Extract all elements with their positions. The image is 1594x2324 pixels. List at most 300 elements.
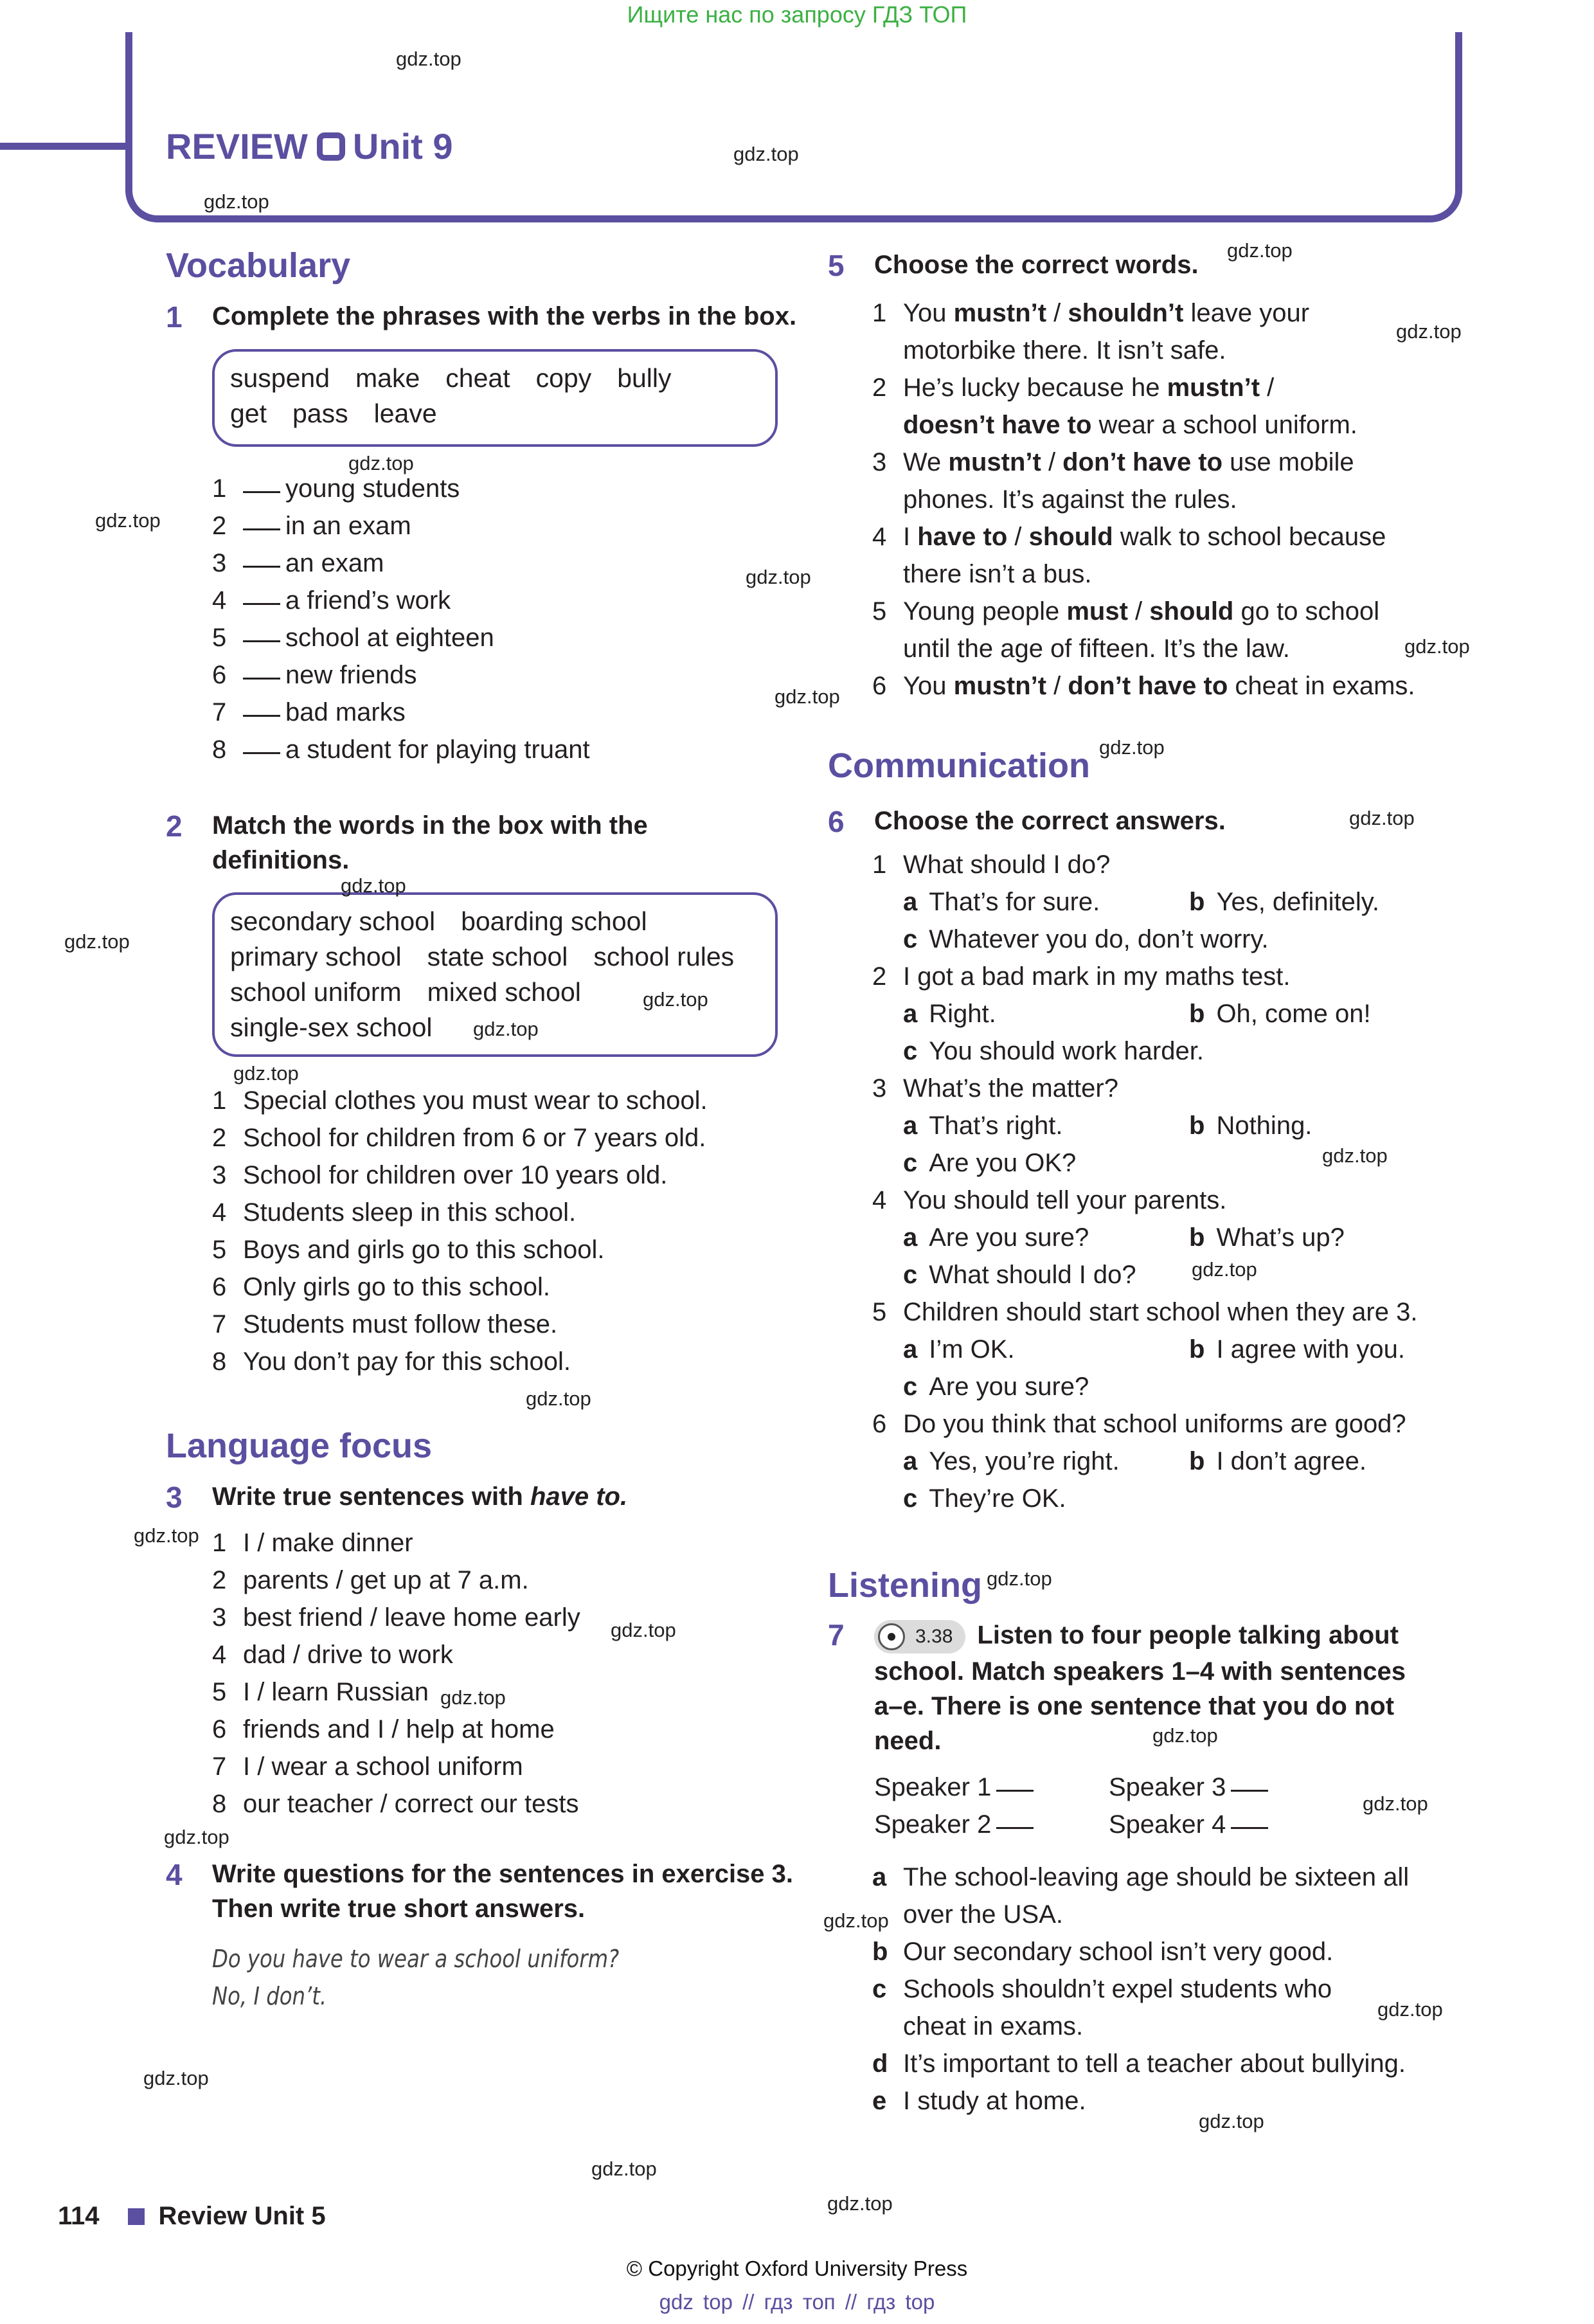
question (872, 1186, 1227, 1215)
item-number: 3 (872, 1074, 887, 1103)
answer-option-c[interactable] (903, 1373, 1089, 1401)
answer-option-b[interactable] (1189, 1335, 1405, 1364)
item-text: bad marks (285, 698, 406, 726)
ex7-instruction-line4: need. (874, 1727, 942, 1755)
watermark-text: gdz.top (1363, 1792, 1428, 1815)
item-text: You don’t pay for this school. (243, 1347, 571, 1376)
box-word: suspend (230, 363, 330, 393)
box-word: pass (292, 399, 348, 428)
item-text: motorbike there. It isn’t safe. (903, 336, 1226, 365)
answer-option-a[interactable] (903, 1223, 1089, 1252)
answer-blank[interactable] (243, 528, 280, 530)
sentence (903, 2012, 1083, 2041)
ex5-line[interactable] (872, 299, 1310, 328)
ex5-line[interactable] (903, 336, 1226, 365)
option-text: Are you OK? (929, 1149, 1077, 1177)
watermark-text: gdz.top (775, 685, 840, 708)
watermark-text: gdz.top (611, 1619, 676, 1641)
question (872, 1074, 1118, 1103)
item-number: 4 (212, 1198, 227, 1227)
item-number: 6 (212, 661, 227, 689)
item-text: phones. It’s against the rules. (903, 485, 1237, 514)
option-letter: c (903, 1261, 918, 1289)
box-word: make (355, 363, 420, 393)
watermark-text: gdz.top (440, 1686, 506, 1709)
option-letter: b (1189, 1447, 1205, 1475)
watermark-text: gdz.top (733, 143, 799, 165)
ex5-line[interactable] (903, 560, 1092, 589)
item-number: 5 (212, 624, 227, 652)
option-text: What should I do? (929, 1261, 1136, 1289)
list-item (212, 1641, 453, 1670)
watermark-text: gdz.top (827, 2192, 893, 2215)
list-item (212, 512, 411, 541)
option-text: Are you sure? (929, 1373, 1089, 1401)
header-rule (0, 143, 129, 150)
answer-blank[interactable] (243, 715, 280, 717)
item-number: 1 (212, 1529, 227, 1557)
option-text: That’s for sure. (929, 888, 1100, 916)
sentence (872, 2087, 1086, 2116)
item-number: 5 (872, 597, 887, 626)
watermark-text: gdz.top (1349, 807, 1415, 829)
square-bullet-icon (128, 2208, 145, 2225)
list-item (212, 1790, 579, 1819)
question (872, 1298, 1418, 1327)
list-item (212, 549, 384, 578)
option-text: Nothing. (1216, 1112, 1312, 1140)
box-word: school uniform (230, 977, 402, 1007)
ex4-example-answer: No, I don’t. (212, 1982, 327, 2010)
answer-option-c[interactable] (903, 1261, 1136, 1290)
verb-box (212, 349, 778, 447)
sentence-letter: b (872, 1938, 888, 1966)
question-text: You should tell your parents. (903, 1186, 1227, 1214)
option-text: Yes, definitely. (1216, 888, 1379, 916)
sentence-text: Schools shouldn’t expel students who (903, 1975, 1332, 2003)
ex2-instruction-cont: definitions. (212, 846, 350, 874)
ex5-line[interactable] (872, 523, 1386, 552)
ex4-instruction-cont: Then write true short answers. (212, 1895, 586, 1923)
box-word: primary school (230, 942, 402, 971)
sentence-letter: d (872, 2049, 888, 2078)
item-text: We mustn’t / don’t have to use mobile (903, 448, 1354, 476)
item-number: 3 (212, 549, 227, 577)
item-number: 8 (212, 1347, 227, 1376)
watermark-text: gdz.top (348, 452, 414, 474)
language-focus-heading: Language focus (166, 1427, 433, 1465)
item-text: school at eighteen (285, 624, 494, 652)
item-number: 4 (872, 523, 887, 551)
watermark-text: gdz.top (526, 1387, 591, 1410)
answer-blank[interactable] (243, 678, 280, 680)
item-number: 2 (212, 1566, 227, 1594)
list-item (212, 661, 417, 690)
option-text: That’s right. (929, 1112, 1063, 1140)
answer-option-a[interactable] (903, 888, 1100, 917)
box-word: school rules (593, 942, 735, 971)
item-number: 5 (212, 1678, 227, 1706)
sentence-text: cheat in exams. (903, 2012, 1084, 2040)
box-word: leave (373, 399, 437, 428)
question (872, 962, 1291, 991)
list-item (212, 1124, 706, 1153)
speaker-blank (1109, 1773, 1273, 1802)
item-number: 2 (872, 374, 887, 402)
ex5-line[interactable] (872, 448, 1354, 477)
list-item (212, 1566, 529, 1595)
sentence-letter: c (872, 1975, 887, 2003)
option-text: You should work harder. (929, 1037, 1204, 1065)
item-number: 5 (872, 1298, 887, 1326)
watermark-text: gdz.top (143, 2067, 209, 2089)
sentence-text: Our secondary school isn’t very good. (903, 1938, 1334, 1966)
option-text: I don’t agree. (1216, 1447, 1366, 1475)
watermark-text: gdz.top (1199, 2110, 1264, 2132)
item-text: Special clothes you must wear to school. (243, 1086, 708, 1115)
list-item (212, 735, 590, 764)
item-number: 2 (212, 1124, 227, 1152)
sentence-text: It’s important to tell a teacher about bullying. (903, 2049, 1406, 2078)
sentence (872, 1975, 1332, 2004)
item-number: 7 (212, 1752, 227, 1781)
sentence-text: The school-leaving age should be sixteen all (903, 1863, 1410, 1891)
ex5-line[interactable] (903, 485, 1237, 514)
page-footer (58, 2202, 326, 2231)
list-item (212, 624, 494, 653)
option-letter: b (1189, 1000, 1205, 1028)
list-item (212, 1529, 413, 1558)
item-text: an exam (285, 549, 384, 577)
item-number: 6 (212, 1715, 227, 1743)
answer-option-c[interactable] (903, 1484, 1066, 1513)
option-text: Are you sure? (929, 1223, 1089, 1252)
item-number: 8 (212, 735, 227, 764)
ex2-instruction: 2 Match the words in the box with the (166, 809, 648, 843)
ex5-number: 5 (828, 249, 845, 282)
item-text: best friend / leave home early (243, 1603, 580, 1632)
ex6-number: 6 (828, 805, 845, 838)
item-text: You mustn’t / don’t have to cheat in exams. (903, 672, 1415, 700)
item-text: our teacher / correct our tests (243, 1790, 579, 1818)
option-text: Whatever you do, don’t worry. (929, 925, 1269, 953)
question (872, 851, 1111, 879)
item-text: in an exam (285, 512, 411, 540)
answer-blank[interactable] (996, 1790, 1034, 1792)
item-number: 2 (872, 962, 887, 991)
ex5-line[interactable] (872, 597, 1380, 626)
item-text: Young people must / should go to school (903, 597, 1380, 626)
list-item (212, 1347, 571, 1376)
answer-blank[interactable] (243, 491, 280, 493)
item-number: 8 (212, 1790, 227, 1818)
speaker-label: Speaker 3 (1109, 1773, 1226, 1801)
box-word: secondary school (230, 906, 436, 936)
box-word: boarding school (461, 906, 647, 936)
item-text: I / learn Russian (243, 1678, 429, 1706)
sentence-text: over the USA. (903, 1900, 1064, 1929)
option-letter: c (903, 1373, 918, 1401)
list-item (212, 474, 460, 503)
option-text: Yes, you’re right. (929, 1447, 1120, 1475)
search-banner[interactable]: Ищите нас по запросу ГДЗ ТОП (627, 1, 967, 28)
list-item (212, 1310, 558, 1339)
answer-blank[interactable] (243, 752, 280, 754)
answer-blank[interactable] (243, 603, 280, 605)
list-item (212, 1715, 555, 1744)
audio-track-button[interactable] (874, 1620, 965, 1653)
sentence-letter: e (872, 2087, 887, 2115)
ex2-number: 2 (166, 809, 183, 843)
option-letter: a (903, 888, 918, 916)
ex3-number: 3 (166, 1481, 183, 1514)
list-item (212, 1086, 708, 1115)
ex7-instruction-line3: a–e. There is one sentence that you do not (874, 1692, 1395, 1720)
answer-option-b[interactable] (1189, 1112, 1312, 1140)
ex3-instruction: 3 Write true sentences with have to. (166, 1481, 628, 1514)
item-text: a friend’s work (285, 586, 451, 615)
item-number: 3 (872, 448, 887, 476)
listening-heading: Listening (828, 1566, 982, 1605)
answer-option-c[interactable] (903, 1037, 1204, 1066)
vocabulary-heading: Vocabulary (166, 246, 351, 285)
item-text: dad / drive to work (243, 1641, 453, 1669)
ex1-instruction: 1 Complete the phrases with the verbs in the box. (166, 300, 797, 334)
communication-heading: Communication (828, 746, 1091, 785)
item-number: 5 (212, 1236, 227, 1264)
option-letter: c (903, 1037, 918, 1065)
question-text: Do you think that school uniforms are good? (903, 1410, 1406, 1438)
page-label: Review Unit 5 (158, 2202, 326, 2230)
watermark-text: gdz.top (341, 874, 406, 897)
option-letter: c (903, 925, 918, 953)
ex5-line[interactable] (903, 635, 1290, 663)
watermark-text: gdz.top (987, 1567, 1052, 1590)
box-word: copy (535, 363, 592, 393)
item-text: School for children over 10 years old. (243, 1161, 668, 1189)
list-item (212, 1603, 580, 1632)
item-number: 4 (212, 1641, 227, 1669)
box-word: get (230, 399, 267, 428)
question-text: What’s the matter? (903, 1074, 1118, 1103)
option-text: They’re OK. (929, 1484, 1066, 1513)
option-letter: c (903, 1484, 918, 1513)
ex6-instruction: 6 Choose the correct answers. (828, 805, 1226, 838)
watermark-text: gdz.top (1377, 1998, 1443, 2021)
list-item (212, 1678, 429, 1707)
box-row (230, 361, 775, 396)
ex5-line[interactable] (872, 374, 1275, 402)
item-number: 4 (872, 1186, 887, 1214)
item-number: 6 (872, 672, 887, 700)
question-text: I got a bad mark in my maths test. (903, 962, 1291, 991)
speaker-blank (874, 1810, 1039, 1839)
item-text: Students must follow these. (243, 1310, 558, 1338)
watermark-text: gdz.top (204, 190, 269, 213)
list-item (212, 1236, 605, 1265)
answer-option-c[interactable] (903, 1149, 1076, 1178)
option-letter: c (903, 1149, 918, 1177)
option-letter: b (1189, 1223, 1205, 1252)
watermark-text: gdz.top (1396, 320, 1462, 343)
item-text: until the age of fifteen. It’s the law. (903, 635, 1290, 663)
speaker-label: Speaker 1 (874, 1773, 992, 1801)
speaker-label: Speaker 4 (1109, 1810, 1226, 1839)
item-text: You mustn’t / shouldn’t leave your (903, 299, 1310, 327)
item-number: 1 (872, 299, 887, 327)
answer-blank[interactable] (243, 640, 280, 642)
option-letter: b (1189, 1335, 1205, 1364)
answer-option-b[interactable] (1189, 1000, 1371, 1029)
sentence (872, 2049, 1406, 2078)
watermark-text: gdz.top (823, 1909, 889, 1932)
item-number: 1 (212, 474, 227, 503)
option-text: Right. (929, 1000, 996, 1028)
item-number: 6 (872, 1410, 887, 1438)
question-text: What should I do? (903, 851, 1111, 879)
list-item (212, 1198, 577, 1227)
answer-option-a[interactable] (903, 1335, 1015, 1364)
sentence (872, 1863, 1410, 1892)
answer-option-a[interactable] (903, 1000, 996, 1029)
watermark-text: gdz.top (1322, 1144, 1388, 1167)
item-text: Boys and girls go to this school. (243, 1236, 605, 1264)
watermark-text: gdz.top (134, 1524, 199, 1547)
answer-option-c[interactable] (903, 925, 1269, 954)
item-text: He’s lucky because he mustn’t / (903, 374, 1275, 402)
option-letter: a (903, 1447, 918, 1475)
box-word: mixed school (427, 977, 581, 1007)
page-title (166, 125, 452, 167)
ex7-instruction-line2: school. Match speakers 1–4 with sentences (874, 1657, 1406, 1686)
answer-blank[interactable] (243, 566, 280, 568)
item-number: 7 (212, 698, 227, 726)
item-number: 6 (212, 1273, 227, 1301)
option-text: Oh, come on! (1216, 1000, 1371, 1028)
watermark-text: gdz.top (396, 48, 461, 70)
watermark-text: gdz.top (643, 988, 708, 1011)
item-text: young students (285, 474, 460, 503)
answer-option-b[interactable] (1189, 888, 1379, 917)
option-letter: a (903, 1112, 918, 1140)
item-number: 7 (212, 1310, 227, 1338)
item-text: parents / get up at 7 a.m. (243, 1566, 529, 1594)
speaker-blank (1109, 1810, 1273, 1839)
option-text: I’m OK. (929, 1335, 1015, 1364)
item-text: I / wear a school uniform (243, 1752, 523, 1781)
answer-blank[interactable] (1231, 1827, 1268, 1829)
watermark-text: gdz.top (1192, 1258, 1257, 1281)
watermark-text: gdz.top (1152, 1724, 1218, 1747)
item-number: 1 (212, 1086, 227, 1115)
item-number: 4 (212, 586, 227, 615)
copyright: © Copyright Oxford University Press (626, 2256, 968, 2280)
item-number: 3 (212, 1603, 227, 1632)
list-item (212, 1273, 550, 1302)
question (872, 1410, 1406, 1439)
review-label: REVIEW (166, 126, 308, 167)
watermark-text: gdz.top (473, 1018, 539, 1040)
sentence-text: I study at home. (903, 2087, 1086, 2115)
speaker-label: Speaker 2 (874, 1810, 992, 1839)
ex7-instruction: 7 3.38 Listen to four people talking about (874, 1620, 1399, 1653)
ex4-instruction: 4 Write questions for the sentences in exercise 3. (166, 1858, 794, 1891)
item-text: I have to / should walk to school because (903, 523, 1386, 551)
watermark-text: gdz.top (1227, 239, 1293, 262)
box-word: single-sex school (230, 1013, 433, 1042)
watermark-text: gdz.top (746, 566, 811, 588)
option-letter: a (903, 1223, 918, 1252)
item-number: 3 (212, 1161, 227, 1189)
watermark-text: gdz.top (1404, 635, 1470, 658)
item-text: I / make dinner (243, 1529, 413, 1557)
ex5-line[interactable] (872, 672, 1415, 701)
sentence (872, 1938, 1334, 1967)
audio-cd-icon (878, 1623, 905, 1650)
item-text: friends and I / help at home (243, 1715, 555, 1743)
option-text: I agree with you. (1216, 1335, 1405, 1364)
item-text: there isn’t a bus. (903, 560, 1092, 588)
ex4-number: 4 (166, 1858, 183, 1891)
item-text: School for children from 6 or 7 years old. (243, 1124, 706, 1152)
ex4-example-question: Do you have to wear a school uniform? (212, 1945, 620, 1973)
list-item (212, 1752, 523, 1781)
answer-option-b[interactable] (1189, 1447, 1366, 1476)
option-letter: b (1189, 888, 1205, 916)
answer-blank[interactable] (1231, 1790, 1268, 1792)
sentence-letter: a (872, 1863, 887, 1891)
ex1-number: 1 (166, 300, 183, 334)
list-item (212, 1161, 668, 1190)
page-number: 114 (58, 2202, 100, 2230)
item-text: new friends (285, 661, 417, 689)
watermark-text: gdz.top (95, 509, 161, 532)
answer-option-a[interactable] (903, 1112, 1063, 1140)
watermark-text: gdz.top (233, 1062, 299, 1085)
watermark-text: gdz.top (164, 1826, 229, 1848)
ex5-instruction: 5 Choose the correct words. (828, 249, 1199, 282)
watermark-text: gdz.top (64, 930, 130, 953)
item-number: 2 (212, 512, 227, 540)
option-letter: a (903, 1000, 918, 1028)
item-text: Students sleep in this school. (243, 1198, 577, 1227)
box-word: bully (617, 363, 672, 393)
item-number: 1 (872, 851, 887, 879)
box-row (230, 939, 775, 975)
unit-label: Unit 9 (352, 126, 453, 167)
item-text: a student for playing truant (285, 735, 590, 764)
square-icon (317, 132, 345, 161)
box-row (230, 396, 775, 431)
sentence (903, 1900, 1063, 1929)
list-item (212, 698, 406, 727)
box-row (230, 904, 775, 939)
box-word: cheat (445, 363, 510, 393)
list-item (212, 586, 451, 615)
option-text: What’s up? (1216, 1223, 1345, 1252)
watermark-text: gdz.top (591, 2157, 657, 2180)
question-text: Children should start school when they are 3. (903, 1298, 1418, 1326)
watermark-text: gdz.top (1099, 736, 1165, 759)
answer-option-b[interactable] (1189, 1223, 1345, 1252)
answer-option-a[interactable] (903, 1447, 1120, 1476)
speaker-blank (874, 1773, 1039, 1802)
ex5-line[interactable] (903, 411, 1357, 440)
answer-blank[interactable] (996, 1827, 1034, 1829)
box-word: state school (427, 942, 568, 971)
bottom-links[interactable]: gdz top // гдз топ // гдз top (659, 2290, 935, 2314)
item-text: doesn’t have to wear a school uniform. (903, 411, 1357, 439)
